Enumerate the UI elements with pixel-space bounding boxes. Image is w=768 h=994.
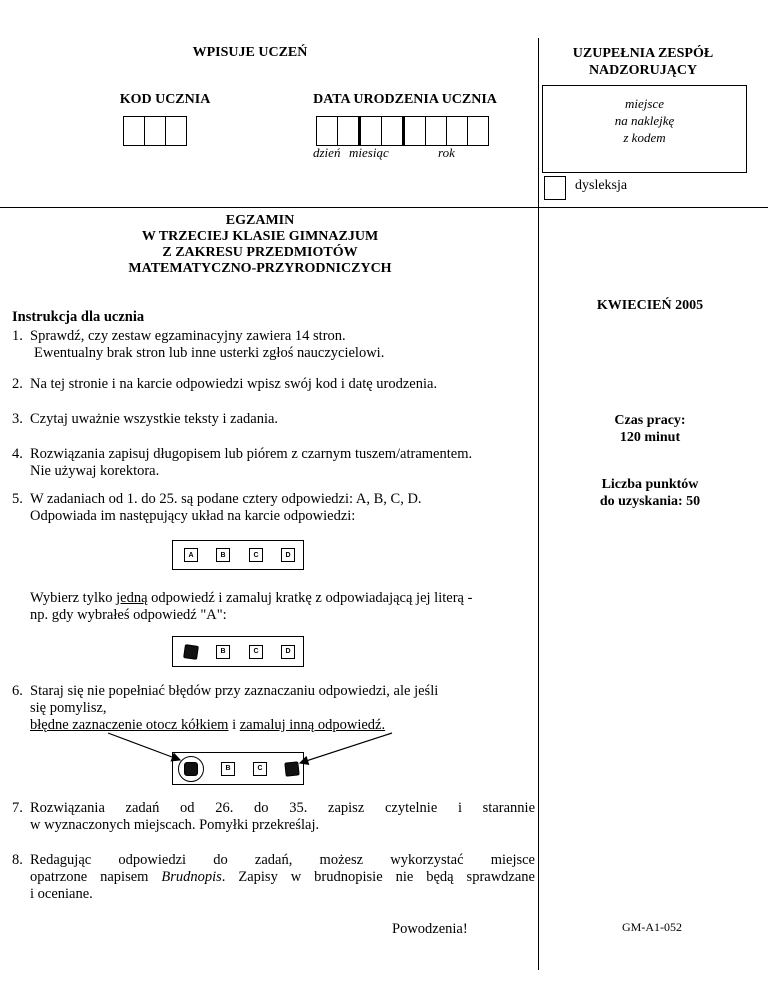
instruction-3-line1: Czytaj uważnie wszystkie teksty i zadania. xyxy=(30,411,279,427)
instruction-5-number: 5. xyxy=(12,491,23,507)
instruction-8-line1: Redagując odpowiedzi do zadań, możesz wykorzystać miejsce xyxy=(30,852,535,868)
sticker-line3: z kodem xyxy=(623,130,666,145)
title-line3: Z ZAKRESU PRZEDMIOTÓW xyxy=(162,245,358,260)
instruction-7-number: 7. xyxy=(12,800,23,816)
title-line1: EGZAMIN xyxy=(225,213,295,228)
instruction-4-number: 4. xyxy=(12,446,23,462)
points-info xyxy=(560,476,740,510)
sticker-line1: miejsce xyxy=(625,96,664,111)
instruction-6-number: 6. xyxy=(12,683,23,699)
instructions-heading: Instrukcja dla ucznia xyxy=(12,309,145,325)
sticker-line2: na naklejkę xyxy=(614,113,675,128)
option-d-box-2: D xyxy=(281,645,295,659)
dyslexia-checkbox[interactable] xyxy=(544,176,566,200)
option-c-box: C xyxy=(249,548,263,562)
instruction-8-part3: . Zapisy w brudnopisie nie będą sprawdzane xyxy=(221,869,535,885)
option-b-box-3: B xyxy=(221,762,235,776)
option-a-filled-circled xyxy=(184,762,198,776)
instruction-2-line1: Na tej stronie i na karcie odpowiedzi wpisz swój kod i datę urodzenia. xyxy=(30,376,438,392)
instruction-2-number: 2. xyxy=(12,376,23,392)
instruction-8 xyxy=(12,852,535,903)
instruction-3-number: 3. xyxy=(12,411,23,427)
birth-date-label: DATA URODZENIA UCZNIA xyxy=(313,92,497,107)
option-d-filled xyxy=(284,761,299,776)
choose-line2: np. gdy wybrałeś odpowiedź "A": xyxy=(30,607,227,623)
instruction-8-brudnopis: Brudnopis xyxy=(161,869,222,885)
team-fills-line2: NADZORUJĄCY xyxy=(588,63,698,78)
option-b-box-2: B xyxy=(216,645,230,659)
choose-part1: Wybierz tylko xyxy=(30,590,117,606)
points-value: do uzyskania: 50 xyxy=(599,494,701,509)
instruction-7-line1: Rozwiązania zadań od 26. do 35. zapisz czytelnie i starannie xyxy=(30,800,535,816)
instruction-6-line2: się pomylisz, xyxy=(30,700,107,716)
instruction-5-line1: W zadaniach od 1. do 25. są podane cztery odpowiedzi: A, B, C, D. xyxy=(30,491,422,507)
student-writes-heading: WPISUJE UCZEŃ xyxy=(192,45,308,60)
choose-part2: jedną xyxy=(116,590,148,606)
dyslexia-label: dysleksja xyxy=(575,178,628,193)
year-caption: rok xyxy=(438,145,455,160)
time-value: 120 minut xyxy=(619,430,681,445)
instruction-5-line2: Odpowiada im następujący układ na karcie odpowiedzi: xyxy=(30,508,356,524)
instruction-6-line1: Staraj się nie popełniać błędów przy zaznaczaniu odpowiedzi, ale jeśli xyxy=(30,683,439,699)
instruction-8-number: 8. xyxy=(12,852,23,868)
instruction-6-part3: zamaluj inną odpowiedź. xyxy=(239,717,386,733)
instruction-7-line2: w wyznaczonych miejscach. Pomyłki przekreślaj. xyxy=(30,817,320,833)
option-c-box-3: C xyxy=(253,762,267,776)
option-a-box: A xyxy=(184,548,198,562)
instruction-1-line1: Sprawdź, czy zestaw egzaminacyjny zawiera 14 stron. xyxy=(30,328,346,344)
instruction-8-part1: opatrzone napisem xyxy=(30,869,162,885)
option-d-box: D xyxy=(281,548,295,562)
answer-grid-corrected-example xyxy=(172,752,304,785)
instruction-7 xyxy=(12,800,535,834)
option-b-box: B xyxy=(216,548,230,562)
time-label: Czas pracy: xyxy=(614,413,686,428)
arrow-left xyxy=(108,733,180,760)
instruction-1-line2: Ewentualny brak stron lub inne usterki zgłoś nauczycielowi. xyxy=(34,345,385,361)
time-info xyxy=(560,412,740,446)
exam-code: GM-A1-052 xyxy=(622,920,682,934)
instruction-1-number: 1. xyxy=(12,328,23,344)
instruction-8-line2 xyxy=(30,869,535,886)
team-fills-line1: UZUPEŁNIA ZESPÓŁ xyxy=(572,46,714,61)
sticker-area xyxy=(542,85,747,173)
good-luck: Powodzenia! xyxy=(392,921,468,937)
team-fills-heading xyxy=(548,45,738,79)
instruction-4-line1: Rozwiązania zapisuj długopisem lub piórem z czarnym tuszem/atramentem. xyxy=(30,446,473,462)
month-caption: miesiąc xyxy=(349,145,389,160)
instruction-4-line2: Nie używaj korektora. xyxy=(30,463,160,479)
instruction-8-line3: i oceniane. xyxy=(30,886,93,902)
title-line2: W TRZECIEJ KLASIE GIMNAZJUM xyxy=(141,229,379,244)
student-code-label: KOD UCZNIA xyxy=(119,92,211,107)
arrow-right xyxy=(300,733,392,763)
option-c-box-2: C xyxy=(249,645,263,659)
instruction-6-part2: i xyxy=(228,717,240,733)
exam-date: KWIECIEŃ 2005 xyxy=(596,298,704,313)
day-caption: dzień xyxy=(313,145,341,160)
points-label: Liczba punktów xyxy=(601,477,699,492)
choose-part3: odpowiedź i zamaluj kratkę z odpowiadającą jej literą - xyxy=(147,590,473,606)
instruction-6-part1: błędne zaznaczenie otocz kółkiem xyxy=(30,717,229,733)
title-line4: MATEMATYCZNO-PRZYRODNICZYCH xyxy=(128,261,392,276)
